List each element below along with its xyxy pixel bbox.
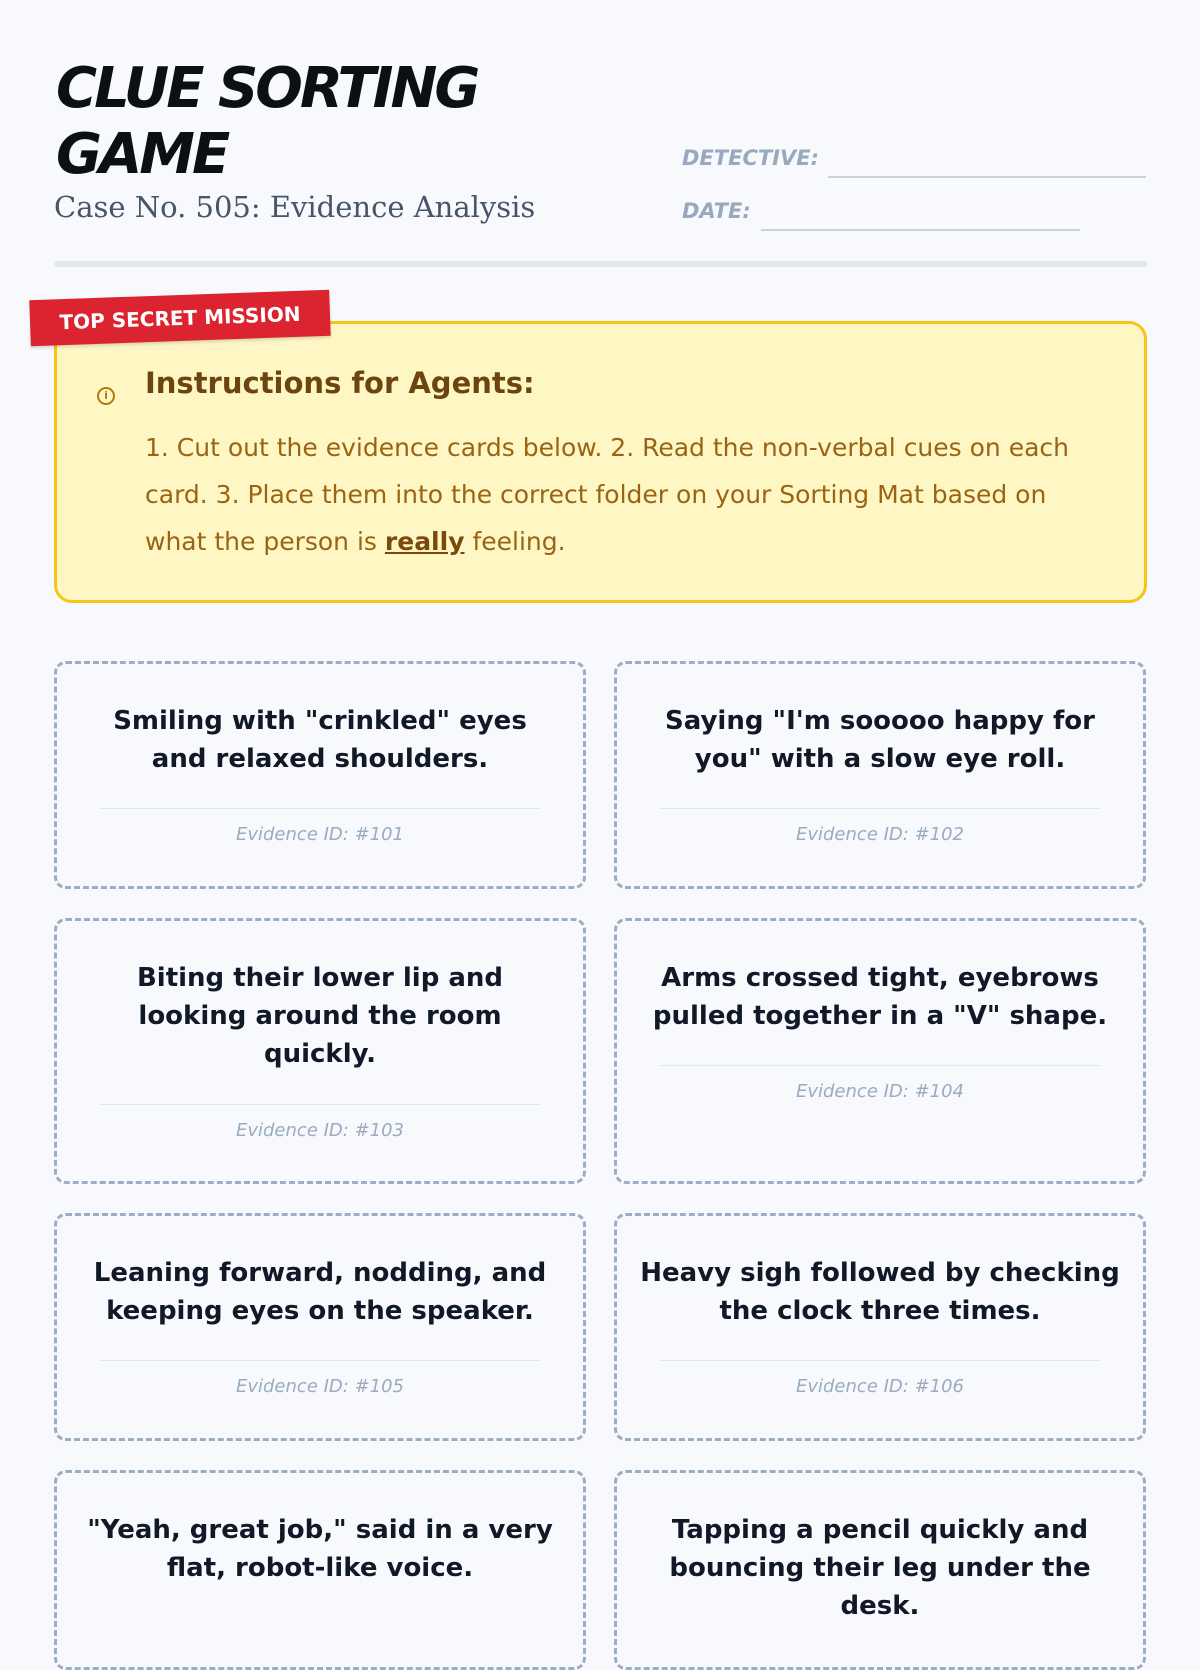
instructions-text-start: 1. Cut out the evidence cards below. 2. Read the non-verbal cues on each card. 3. Place them into the correct folder on your Sorting Mat based on what the person is	[145, 433, 1070, 556]
evidence-card-103[interactable]	[54, 918, 586, 1184]
header-divider	[54, 261, 1147, 267]
card-divider	[659, 1065, 1101, 1066]
evidence-card-text: Biting their lower lip and looking around the room quickly.	[136, 963, 504, 1069]
evidence-id: Evidence ID: #103	[235, 1120, 405, 1141]
evidence-card-text: Smiling with "crinkled" eyes and relaxed shoulders.	[113, 706, 527, 774]
evidence-id: Evidence ID: #102	[795, 824, 965, 845]
evidence-id: Evidence ID: #105	[235, 1376, 405, 1397]
instructions-text-end: feeling.	[464, 527, 566, 556]
card-divider	[99, 808, 541, 809]
evidence-card-text: Heavy sigh followed by checking the clock three times.	[640, 1258, 1120, 1326]
card-divider	[99, 1104, 541, 1105]
evidence-card-text: Tapping a pencil quickly and bouncing their leg under the desk.	[669, 1515, 1091, 1621]
date-field[interactable]	[761, 229, 1080, 231]
evidence-id: Evidence ID: #104	[795, 1081, 965, 1102]
card-divider	[99, 1360, 541, 1361]
evidence-card-106[interactable]	[614, 1213, 1146, 1441]
page-title: CLUE SORTING GAME	[56, 56, 478, 187]
card-divider	[659, 808, 1101, 809]
instructions-heading: Instructions for Agents:	[145, 366, 535, 400]
evidence-card-text: Leaning forward, nodding, and keeping eyes on the speaker.	[93, 1258, 547, 1326]
instructions-emphasis: really	[384, 527, 465, 556]
evidence-card-104[interactable]	[614, 918, 1146, 1184]
detective-field[interactable]	[828, 176, 1146, 178]
evidence-card-text: "Yeah, great job," said in a very flat, robot-like voice.	[87, 1515, 553, 1583]
evidence-id: Evidence ID: #101	[235, 824, 405, 845]
top-secret-tag: TOP SECRET MISSION	[29, 290, 330, 346]
date-label: DATE:	[682, 199, 751, 223]
evidence-card-102[interactable]	[614, 661, 1146, 889]
evidence-card-text: Saying "I'm sooooo happy for you" with a slow eye roll.	[665, 706, 1095, 774]
evidence-card-105[interactable]	[54, 1213, 586, 1441]
info-icon: i	[97, 387, 115, 405]
card-divider	[659, 1360, 1101, 1361]
evidence-card-108[interactable]	[614, 1470, 1146, 1670]
evidence-id: Evidence ID: #106	[795, 1376, 965, 1397]
evidence-card-text: Arms crossed tight, eyebrows pulled together in a "V" shape.	[652, 963, 1108, 1031]
case-subtitle: Case No. 505: Evidence Analysis	[54, 190, 536, 224]
detective-label: DETECTIVE:	[682, 146, 819, 170]
evidence-card-107[interactable]	[54, 1470, 586, 1670]
instructions-text	[145, 424, 1105, 565]
evidence-card-101[interactable]	[54, 661, 586, 889]
